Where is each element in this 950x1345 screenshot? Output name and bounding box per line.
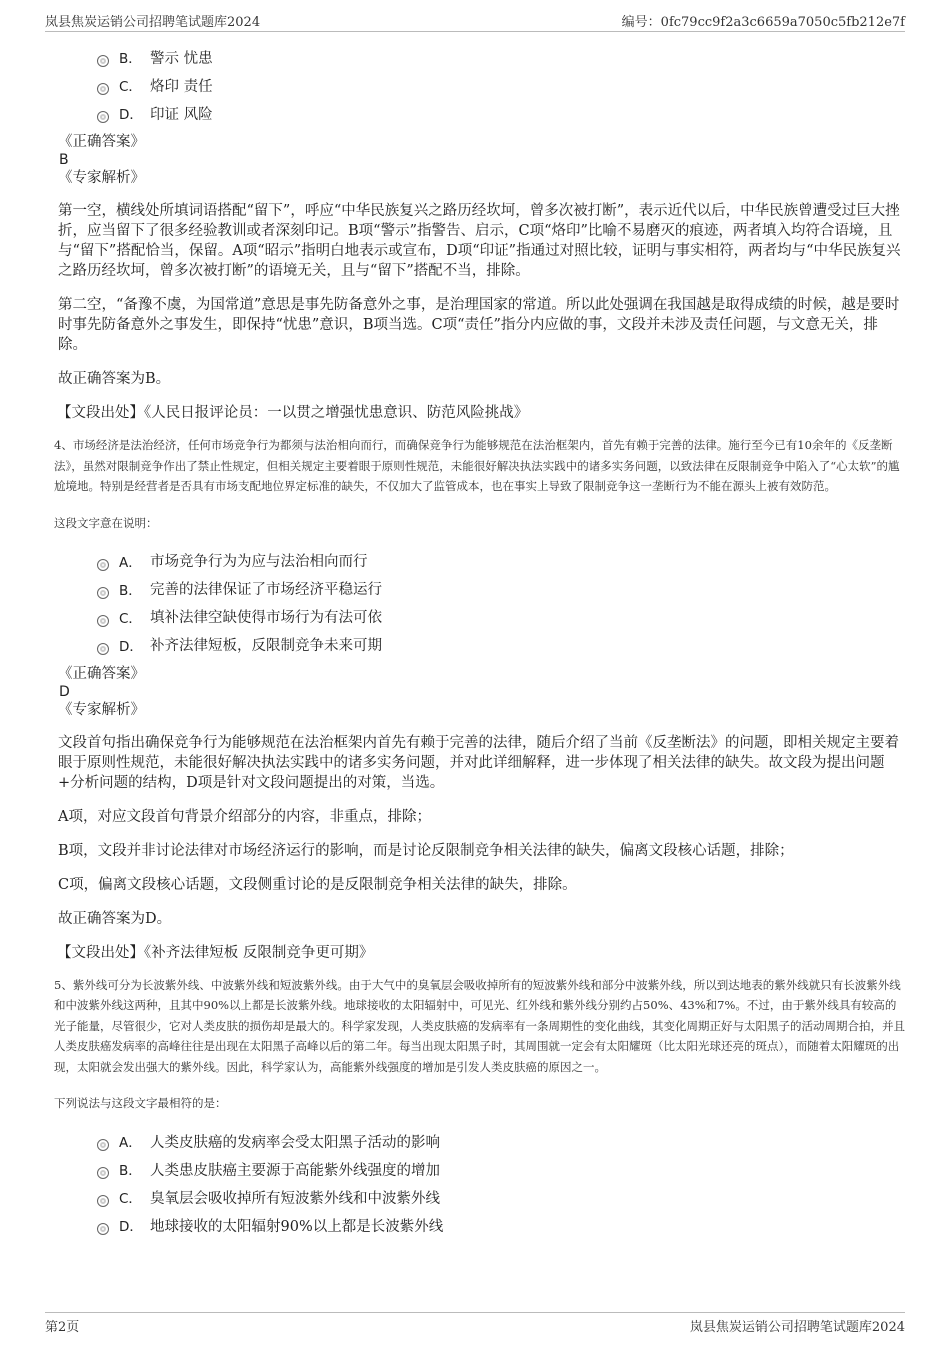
radio-icon[interactable] xyxy=(97,559,109,571)
analysis-conclusion: 故正确答案为D。 xyxy=(58,910,172,927)
analysis-conclusion: 故正确答案为B。 xyxy=(58,371,171,387)
q5-option-d[interactable]: D． 地球接收的太阳辐射90%以上都是长波紫外线 xyxy=(97,1211,905,1239)
header-title: 岚县焦炭运销公司招聘笔试题库2024 xyxy=(45,15,261,30)
answer-letter: D xyxy=(59,683,70,700)
answer-letter: B xyxy=(59,152,69,168)
q4-prompt: 这段文字意在说明： xyxy=(54,515,158,530)
analysis-paragraph: A项，对应文段首句背景介绍部分的内容，非重点，排除； xyxy=(58,808,431,825)
radio-icon[interactable] xyxy=(97,55,109,67)
radio-icon[interactable] xyxy=(97,1139,109,1151)
analysis-paragraph: 文段首句指出确保竞争行为能够规范在法治框架内首先有赖于完善的法律，随后介绍了当前《反垄断法》的问题，即相关规定主要着眼于原则性规范，未能很好解决执法实践中的诸多实务问题，并对此详细解释，进一步体现了相关法律的缺失。故文段为提出问题+分析问题的结构，D项是针对文段问题提出的对策，当选。 xyxy=(58,734,899,791)
q4-stem: 4、市场经济是法治经济，任何市场竞争行为都须与法治相向而行，而确保竞争行为能够规范在法治框架内，首先有赖于完善的法律。施行至今已有10余年的《反垄断法》，虽然对限制竞争作出了禁止性规定，但相关规定主要着眼于原则性规范，未能很好解决执法实践中的诸多实务问题，以致法律在反限制竞争中陷入了“心太软”的尴尬境地。特别是经营者是否具有市场支配地位界定标准的缺失，不仅加大了监管成本，也在事实上导致了限制竞争这一垄断行为不能在源头上被有效防范。 xyxy=(54,438,900,493)
analysis-paragraph: B项，文段并非讨论法律对市场经济运行的影响，而是讨论反限制竞争相关法律的缺失，偏离文段核心话题，排除； xyxy=(58,842,794,859)
footer-title: 岚县焦炭运销公司招聘笔试题库2024 xyxy=(689,1320,905,1335)
q5-option-a[interactable]: A． 人类皮肤癌的发病率会受太阳黑子活动的影响 xyxy=(97,1127,905,1155)
answer-heading: 《正确答案》 xyxy=(58,665,145,682)
radio-icon[interactable] xyxy=(97,111,109,123)
source-citation: 【文段出处】《补齐法律短板 反限制竞争更可期》 xyxy=(57,944,374,961)
q4-options xyxy=(57,547,905,659)
radio-icon[interactable] xyxy=(97,1195,109,1207)
page-header xyxy=(45,11,905,32)
document-id: 编号：0fc79cc9f2a3c6659a7050c5fb212e7f xyxy=(621,15,905,30)
radio-icon[interactable] xyxy=(97,83,109,95)
analysis-paragraph: 第二空，“备豫不虞，为国常道”意思是事先防备意外之事，是治理国家的常道。所以此处强调在我国越是取得成绩的时候，越是要时时事先防备意外之事发生，即保持“忧患”意识，B项当选。C项“责任”指分内应做的事，文段并未涉及责任问题，与文意无关，排除。 xyxy=(58,297,900,353)
q3-option-b[interactable]: B． 警示 忧患 xyxy=(97,43,905,71)
radio-icon[interactable] xyxy=(97,587,109,599)
q5-option-c[interactable]: C． 臭氧层会吸收掉所有短波紫外线和中波紫外线 xyxy=(97,1183,905,1211)
q5-option-b[interactable]: B． 人类患皮肤癌主要源于高能紫外线强度的增加 xyxy=(97,1155,905,1183)
radio-icon[interactable] xyxy=(97,615,109,627)
q4-option-a[interactable]: A． 市场竞争行为为应与法治相向而行 xyxy=(97,547,905,575)
q3-options xyxy=(57,43,905,127)
q5-prompt: 下列说法与这段文字最相符的是： xyxy=(54,1096,227,1110)
analysis-heading: 《专家解析》 xyxy=(58,170,145,186)
radio-icon[interactable] xyxy=(97,1223,109,1235)
q4-option-d[interactable]: D． 补齐法律短板，反限制竞争未来可期 xyxy=(97,631,905,659)
source-citation: 【文段出处】《人民日报评论员：一以贯之增强忧患意识、防范风险挑战》 xyxy=(57,405,529,421)
q4-option-b[interactable]: B． 完善的法律保证了市场经济平稳运行 xyxy=(97,575,905,603)
q4-option-c[interactable]: C． 填补法律空缺使得市场行为有法可依 xyxy=(97,603,905,631)
radio-icon[interactable] xyxy=(97,643,109,655)
q5-stem: 5、紫外线可分为长波紫外线、中波紫外线和短波紫外线。由于大气中的臭氧层会吸收掉所有的短波紫外线和部分中波紫外线，所以到达地表的紫外线就只有长波紫外线和中波紫外线这两种，且其中90%以上都是长波紫外线。地球接收的太阳辐射中，可见光、红外线和紫外线分别约占50%、43%和7%。不过，由于紫外线具有较高的光子能量，尽管很少，它对人类皮肤的损伤却是最大的。科学家发现，人类皮肤癌的发病率有一条周期性的变化曲线，其变化周期正好与太阳黑子的活动周期合拍，并且人类皮肤癌发病率的高峰往往是出现在太阳黑子高峰以后的第二年。每当出现太阳黑子时，其周围就一定会有太阳耀斑（比太阳光球还亮的斑点），而随着太阳耀斑的出现，太阳就会发出强大的紫外线。因此，科学家认为，高能紫外线强度的增加是引发人类皮肤癌的原因之一。 xyxy=(54,977,905,1074)
q3-option-c[interactable]: C． 烙印 责任 xyxy=(97,71,905,99)
analysis-paragraph: C项，偏离文段核心话题，文段侧重讨论的是反限制竞争相关法律的缺失，排除。 xyxy=(58,876,577,893)
answer-heading: 《正确答案》 xyxy=(58,134,145,150)
analysis-paragraph: 第一空，横线处所填词语搭配“留下”，呼应“中华民族复兴之路历经坎坷，曾多次被打断”，表示近代以后，中华民族曾遭受过巨大挫折，应当留下了很多经验教训或者深刻印记。B项“警示”指警告、启示，C项“烙印”比喻不易磨灭的痕迹，两者填入均符合语境，且与“留下”搭配恰当，保留。A项“昭示”指明白地表示或宣布，D项“印证”指通过对照比较，证明与事实相符，两者均与“中华民族复兴之路历经坎坷，曾多次被打断”的语境无关，且与“留下”搭配不当，排除。 xyxy=(58,203,901,279)
analysis-heading: 《专家解析》 xyxy=(58,701,145,718)
radio-icon[interactable] xyxy=(97,1167,109,1179)
page-footer xyxy=(45,1312,905,1335)
q3-option-d[interactable]: D． 印证 风险 xyxy=(97,99,905,127)
page-number: 第2页 xyxy=(45,1320,80,1335)
page-content xyxy=(54,46,905,1239)
q5-options xyxy=(57,1127,905,1239)
